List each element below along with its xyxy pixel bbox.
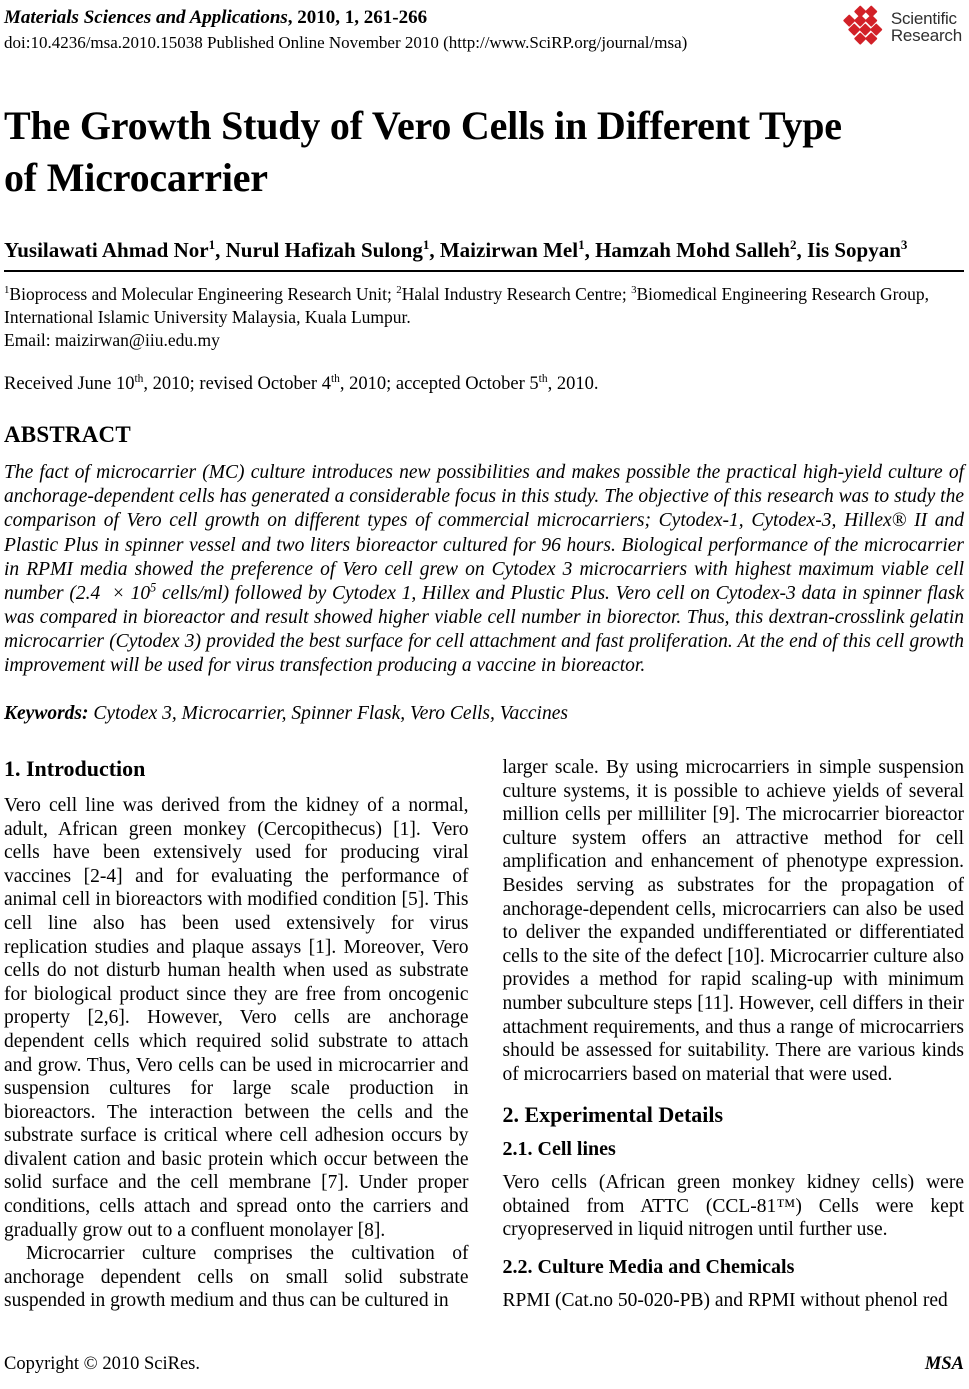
paper-title-line1: The Growth Study of Vero Cells in Different Type [4,103,842,148]
affiliations [4,283,964,352]
intro-paragraph-1: Vero cell line was derived from the kidney of a normal, adult, African green monkey (Cercopithecus) [1]. Vero cells have been extensively used for producing viral vaccines [2-4] and for evaluating the performance of animal cell in bioreactors with modified condition [5]. This cell line also has been used extensively for virus replication studies and plaque assays [1]. Moreover, Vero cells do not disturb human health when used as substrate for biological product since they are free from oncogenic property [2,6]. However, Vero cells are anchorage dependent cells which required solid substrate to attach and grow. Thus, Vero cells can be used in microcarrier and suspension cultures for large scale production in bioreactors. The interaction between the cells and the substrate surface is critical where cell adhesion occurs by divalent cation and basic protein which occur between the solid surface and the cell membrane [7]. Under proper conditions, cells attach and spread onto the carriers and gradually grow out to a confluent monolayer [8]. [4,794,469,1241]
abstract-heading: ABSTRACT [4,422,131,448]
journal-issue-info: , 2010, 1, 261-266 [287,7,428,28]
subsection-heading-culture-media: 2.2. Culture Media and Chemicals [502,1256,795,1279]
keywords-line [4,703,964,725]
paper-title [4,100,964,204]
journal-name: Materials Sciences and Applications [4,7,288,28]
logo-diamonds-icon [841,7,885,47]
copyright-text: Copyright © 2010 SciRes. [4,1354,200,1374]
email-line: Email: maizirwan@iiu.edu.my [4,330,220,351]
affiliations-text: $^1$Bioprocess and Molecular Engineering Research Unit; $^2$Halal Industry Research Centre; $^3$Biomedical Engineering Research Group, International Islamic University Malaysia, Kuala Lumpur. [4,284,930,328]
abstract-body: The fact of microcarrier (MC) culture introduces new possibilities and makes possible the practical high-yield culture of anchorage-dependent cells has generated a considerable focus in this study. The objective of this research was to study the comparison of Vero cell growth on different types of commercial microcarriers; Cytodex-1, Cytodex-3, Hillex® II and Plastic Plus in spinner vessel and two liters bioreactor cultured for 96 hours. Biological performance of the microcarrier in RPMI media showed the preference of Vero cell grew on Cytodex 3 microcarriers with highest maximum viable cell number ($2.4 \times 10^5$ cells/ml) followed by Cytodex 1, Hillex and Plustic Plus. Vero cell on Cytodex-3 data in spinner flask was compared in bioreactor and result showed higher viable cell number in biorector. Thus, this dextran-crosslink gelatin microcarrier (Cytodex 3) provided the best surface for cell attachment and fast proliferation. At the end of this cell growth improvement will be used for virus transfection producing a vaccine in bioreactor. [4,462,964,676]
logo-text-line1: Scientific [890,8,957,28]
logo-text-line2: Research [890,26,962,45]
intro-paragraph-2: Microcarrier culture comprises the cultivation of anchorage dependent cells on small solid substrate suspended in growth medium and thus can be cultured in [4,1243,469,1312]
logo-text [891,10,962,45]
page-header [4,6,964,53]
scientific-research-logo [841,7,962,47]
cell-lines-paragraph: Vero cells (African green monkey kidney cells) were obtained from ATTC (CCL-81™) Cells were kept cryopreserved in liquid nitrogen until further use. [502,1172,964,1241]
authors-line: Yusilawati Ahmad Nor$^1$, Nurul Hafizah Sulong$^1$, Maizirwan Mel$^1$, Hamzah Mohd Salleh$^2$, Iis Sopyan$^3$ [4,237,908,262]
author-divider [4,270,964,272]
journal-info [4,6,687,53]
left-column [4,756,469,1313]
two-column-body [4,756,964,1313]
keywords-label: Keywords: [4,702,89,724]
culture-media-paragraph: RPMI (Cat.no 50-020-PB) and RPMI without phenol red [502,1290,948,1312]
subsection-heading-cell-lines: 2.1. Cell lines [502,1138,616,1161]
keywords-text: Cytodex 3, Microcarrier, Spinner Flask, Vero Cells, Vaccines [88,702,568,724]
received-line: Received June 10th, 2010; revised October 4th, 2010; accepted October 5th, 2010. [4,373,599,395]
right-column [503,756,965,1313]
section-heading-introduction: 1. Introduction [4,755,146,781]
section-heading-experimental: 2. Experimental Details [502,1102,724,1128]
page-footer [4,1354,964,1375]
right-paragraph-1: larger scale. By using microcarriers in simple suspension culture systems, it is possible to achieve yields of several million cells per milliliter [9]. The microcarrier bioreactor culture system offers an attractive method for cell amplification and enhancement of phenotype expression. Besides serving as substrates for the propagation of anchorage-dependent cells, microcarriers can also be used to deliver the expanded undifferentiated or differentiated cells to the site of the defect [10]. Microcarrier culture also provides a method for rapid scaling-up with minimum number subculture steps [11]. However, cell differs in their attachment requirements, and thus a range of microcarriers should be assessed for suitability. There are various kinds of microcarriers based on material that were used. [502,756,964,1085]
doi-line: doi:10.4236/msa.2010.15038 Published Online November 2010 (http://www.SciRP.org/journal/msa) [4,32,688,52]
paper-title-line2: of Microcarrier [4,155,268,200]
journal-title-line [4,6,687,30]
journal-abbreviation: MSA [924,1354,964,1374]
